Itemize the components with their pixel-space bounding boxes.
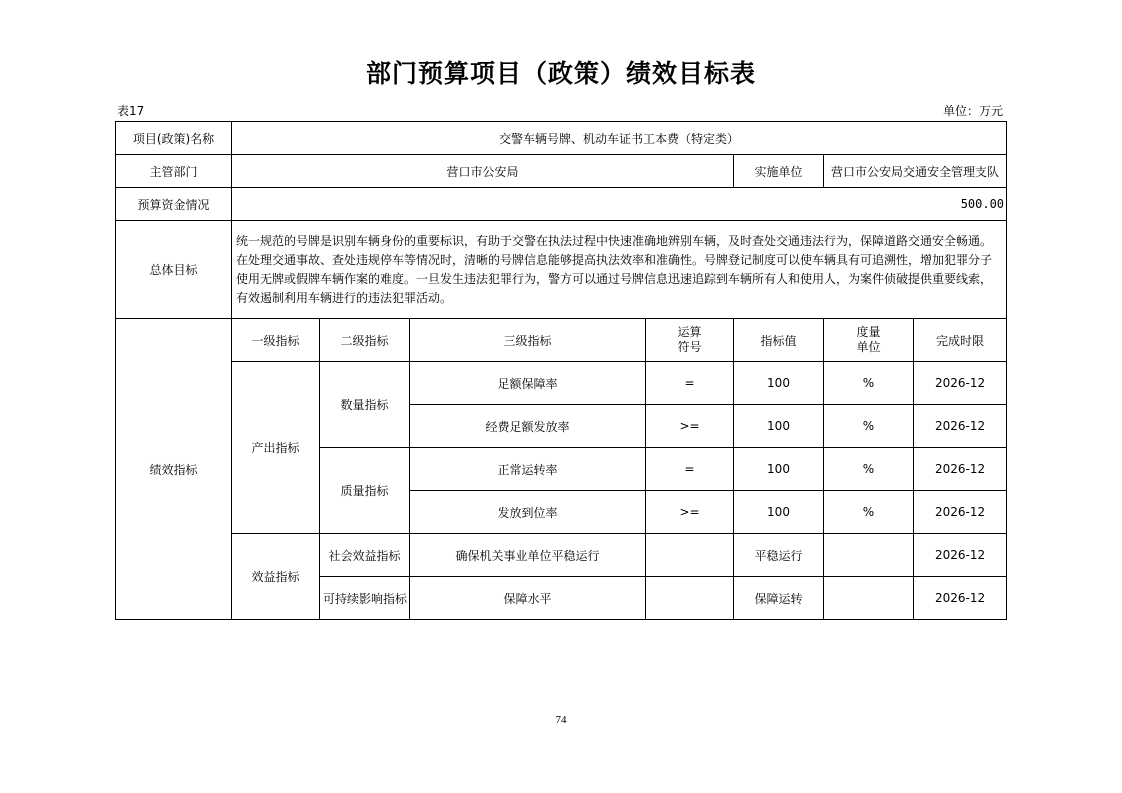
implementing-unit-value: 营口市公安局交通安全管理支队 — [824, 155, 1007, 188]
overall-goal-label: 总体目标 — [116, 221, 232, 319]
page-title: 部门预算项目（政策）绩效目标表 — [365, 59, 756, 88]
header-level1: 一级指标 — [232, 319, 320, 362]
header-level2: 二级指标 — [320, 319, 410, 362]
indicator-value: 平稳运行 — [734, 534, 824, 577]
indicator-name: 足额保障率 — [410, 362, 646, 405]
indicator-unit — [824, 534, 914, 577]
output-indicators-label: 产出指标 — [232, 362, 320, 534]
indicator-value: 100 — [734, 405, 824, 448]
indicator-operator: >= — [646, 405, 734, 448]
indicator-operator — [646, 577, 734, 620]
indicator-value: 100 — [734, 491, 824, 534]
budget-label: 预算资金情况 — [116, 188, 232, 221]
indicator-deadline: 2026-12 — [914, 491, 1007, 534]
header-measure-line2: 单位 — [856, 340, 881, 354]
indicator-unit: % — [824, 448, 914, 491]
budget-value: 500.00 — [232, 188, 1007, 221]
header-operator-line1: 运算 — [677, 325, 702, 339]
indicator-header-row — [116, 319, 1007, 362]
indicator-unit: % — [824, 362, 914, 405]
indicator-name: 正常运转率 — [410, 448, 646, 491]
indicator-operator: = — [646, 448, 734, 491]
indicator-operator: >= — [646, 491, 734, 534]
indicator-row — [116, 534, 1007, 577]
sustainable-impact-label: 可持续影响指标 — [320, 577, 410, 620]
page-number: 74 — [555, 714, 567, 726]
indicator-unit — [824, 577, 914, 620]
indicator-value: 100 — [734, 362, 824, 405]
indicator-deadline: 2026-12 — [914, 448, 1007, 491]
indicator-deadline: 2026-12 — [914, 577, 1007, 620]
unit-label: 单位：万元 — [942, 104, 1003, 118]
overall-goal-row — [116, 221, 1007, 319]
department-label: 主管部门 — [116, 155, 232, 188]
indicator-name: 经费足额发放率 — [410, 405, 646, 448]
project-name-label: 项目(政策)名称 — [116, 122, 232, 155]
project-name-row — [116, 122, 1007, 155]
performance-indicators-label: 绩效指标 — [116, 319, 232, 620]
header-value: 指标值 — [734, 319, 824, 362]
department-row — [116, 155, 1007, 188]
social-benefit-label: 社会效益指标 — [320, 534, 410, 577]
header-measure-line1: 度量 — [856, 325, 881, 339]
header-operator — [646, 319, 734, 362]
benefit-indicators-label: 效益指标 — [232, 534, 320, 620]
indicator-unit: % — [824, 405, 914, 448]
overall-goal-text: 统一规范的号牌是识别车辆身份的重要标识，有助于交警在执法过程中快速准确地辨别车辆，及时查处交通违法行为，保障道路交通安全畅通。在处理交通事故、查处违规停车等情况时，清晰的号牌信息能够提高执法效率和准确性。号牌登记制度可以使车辆具有可追溯性，增加犯罪分子使用无牌或假牌车辆作案的难度。一旦发生违法犯罪行为，警方可以通过号牌信息迅速追踪到车辆所有人和使用人，为案件侦破提供重要线索，有效遏制利用车辆进行的违法犯罪活动。 — [232, 221, 1007, 319]
header-level3: 三级指标 — [410, 319, 646, 362]
indicator-deadline: 2026-12 — [914, 405, 1007, 448]
department-value: 营口市公安局 — [232, 155, 734, 188]
indicator-deadline: 2026-12 — [914, 534, 1007, 577]
indicator-name: 保障水平 — [410, 577, 646, 620]
indicator-operator: = — [646, 362, 734, 405]
table-number: 表17 — [117, 104, 145, 118]
indicator-unit: % — [824, 491, 914, 534]
project-name-value: 交警车辆号牌、机动车证书工本费（特定类） — [232, 122, 1007, 155]
indicator-name: 确保机关事业单位平稳运行 — [410, 534, 646, 577]
header-operator-line2: 符号 — [677, 340, 702, 354]
quality-indicators-label: 质量指标 — [320, 448, 410, 534]
header-deadline: 完成时限 — [914, 319, 1007, 362]
performance-target-table — [115, 121, 1007, 620]
indicator-value: 100 — [734, 448, 824, 491]
indicator-deadline: 2026-12 — [914, 362, 1007, 405]
indicator-name: 发放到位率 — [410, 491, 646, 534]
header-measure-unit — [824, 319, 914, 362]
quantity-indicators-label: 数量指标 — [320, 362, 410, 448]
indicator-row — [116, 362, 1007, 405]
indicator-operator — [646, 534, 734, 577]
indicator-value: 保障运转 — [734, 577, 824, 620]
budget-row — [116, 188, 1007, 221]
implementing-unit-label: 实施单位 — [734, 155, 824, 188]
